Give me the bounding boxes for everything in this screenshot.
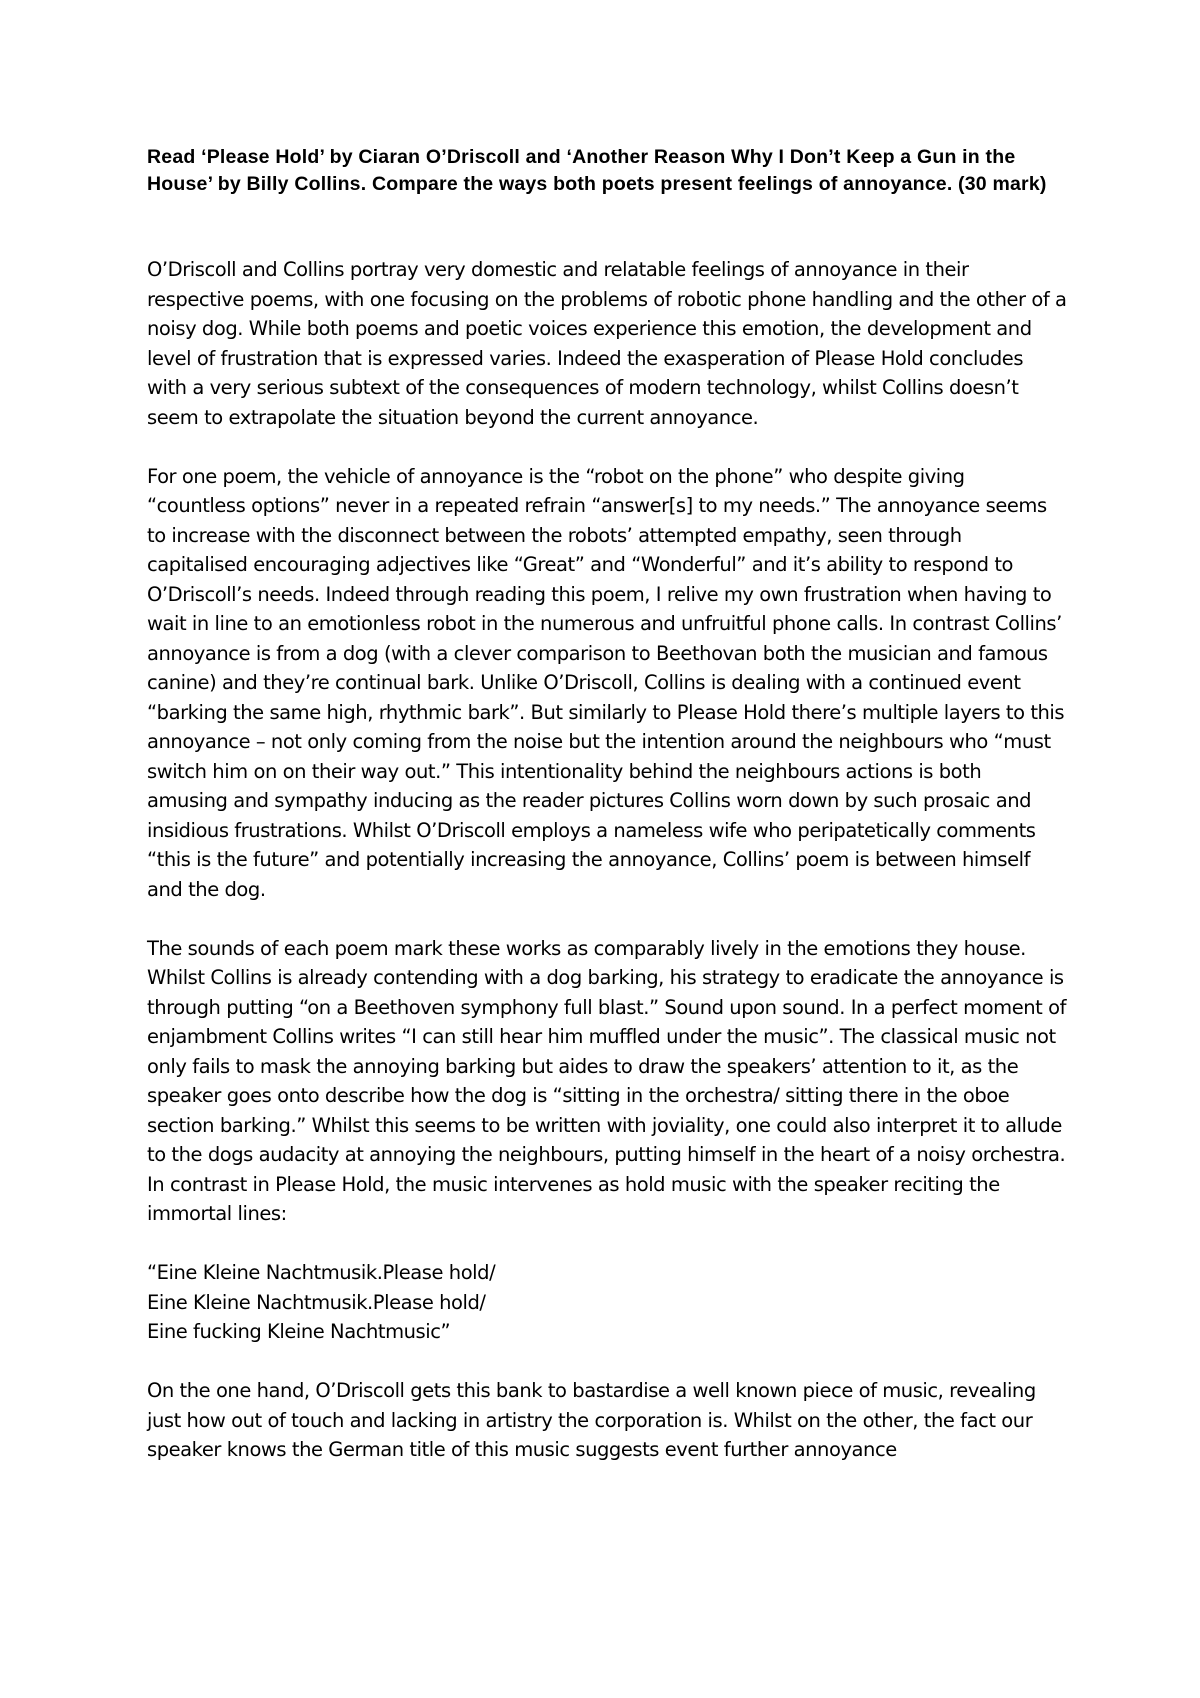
quoted-poem-lines: “Eine Kleine Nachtmusik.Please hold/ Eine Kleine Nachtmusik.Please hold/ Eine fucking Kleine Nachtmusic” bbox=[147, 1261, 496, 1343]
essay-body bbox=[147, 255, 1067, 1465]
essay-paragraph-1: O’Driscoll and Collins portray very domestic and relatable feelings of annoyance in their respective poems, with one focusing on the problems of robotic phone handling and the other of a noisy dog. While both poems and poetic voices experience this emotion, the development and level of frustration that is expressed varies. Indeed the exasperation of Please Hold concludes with a very serious subtext of the consequences of modern technology, whilst Collins doesn’t seem to extrapolate the situation beyond the current annoyance. bbox=[147, 258, 1067, 429]
document-content bbox=[147, 144, 1067, 1465]
essay-paragraph-3: The sounds of each poem mark these works as comparably lively in the emotions they house. Whilst Collins is already contending with a dog barking, his strategy to eradicate the annoyance is through putting “on a Beethoven symphony full blast.” Sound upon sound. In a perfect moment of enjambment Collins writes “I can still hear him muffled under the music”. The classical music not only fails to mask the annoying barking but aides to draw the speakers’ attention to it, as the speaker goes onto describe how the dog is “sitting in the orchestra/ sitting there in the oboe section barking.” Whilst this seems to be written with joviality, one could also interpret it to allude to the dogs audacity at annoying the neighbours, putting himself in the heart of a noisy orchestra. In contrast in Please Hold, the music intervenes as hold music with the speaker reciting the immortal lines: bbox=[147, 936, 1066, 1225]
essay-paragraph-4: On the one hand, O’Driscoll gets this bank to bastardise a well known piece of music, revealing just how out of touch and lacking in artistry the corporation is. Whilst on the other, the fact our speaker knows the German title of this music suggests event further annoyance bbox=[147, 1379, 1036, 1461]
essay-question: Read ‘Please Hold’ by Ciaran O’Driscoll and ‘Another Reason Why I Don’t Keep a Gun in the House’ by Billy Collins. Compare the ways both poets present feelings of annoyance. (30 mark) bbox=[147, 146, 1047, 195]
essay-paragraph-2: For one poem, the vehicle of annoyance is the “robot on the phone” who despite giving “countless options” never in a repeated refrain “answer[s] to my needs.” The annoyance seems to increase with the disconnect between the robots’ attempted empathy, seen through capitalised encouraging adjectives like “Great” and “Wonderful” and it’s ability to respond to O’Driscoll’s needs. Indeed through reading this poem, I relive my own frustration when having to wait in line to an emotionless robot in the numerous and unfruitful phone calls. In contrast Collins’ annoyance is from a dog (with a clever comparison to Beethovan both the musician and famous canine) and they’re continual bark. Unlike O’Driscoll, Collins is dealing with a continued event “barking the same high, rhythmic bark”. But similarly to Please Hold there’s multiple layers to this annoyance – not only coming from the noise but the intention around the neighbours who “must switch him on on their way out.” This intentionality behind the neighbours actions is both amusing and sympathy inducing as the reader pictures Collins worn down by such prosaic and insidious frustrations. Whilst O’Driscoll employs a nameless wife who peripatetically comments “this is the future” and potentially increasing the annoyance, Collins’ poem is between himself and the dog. bbox=[147, 464, 1065, 901]
